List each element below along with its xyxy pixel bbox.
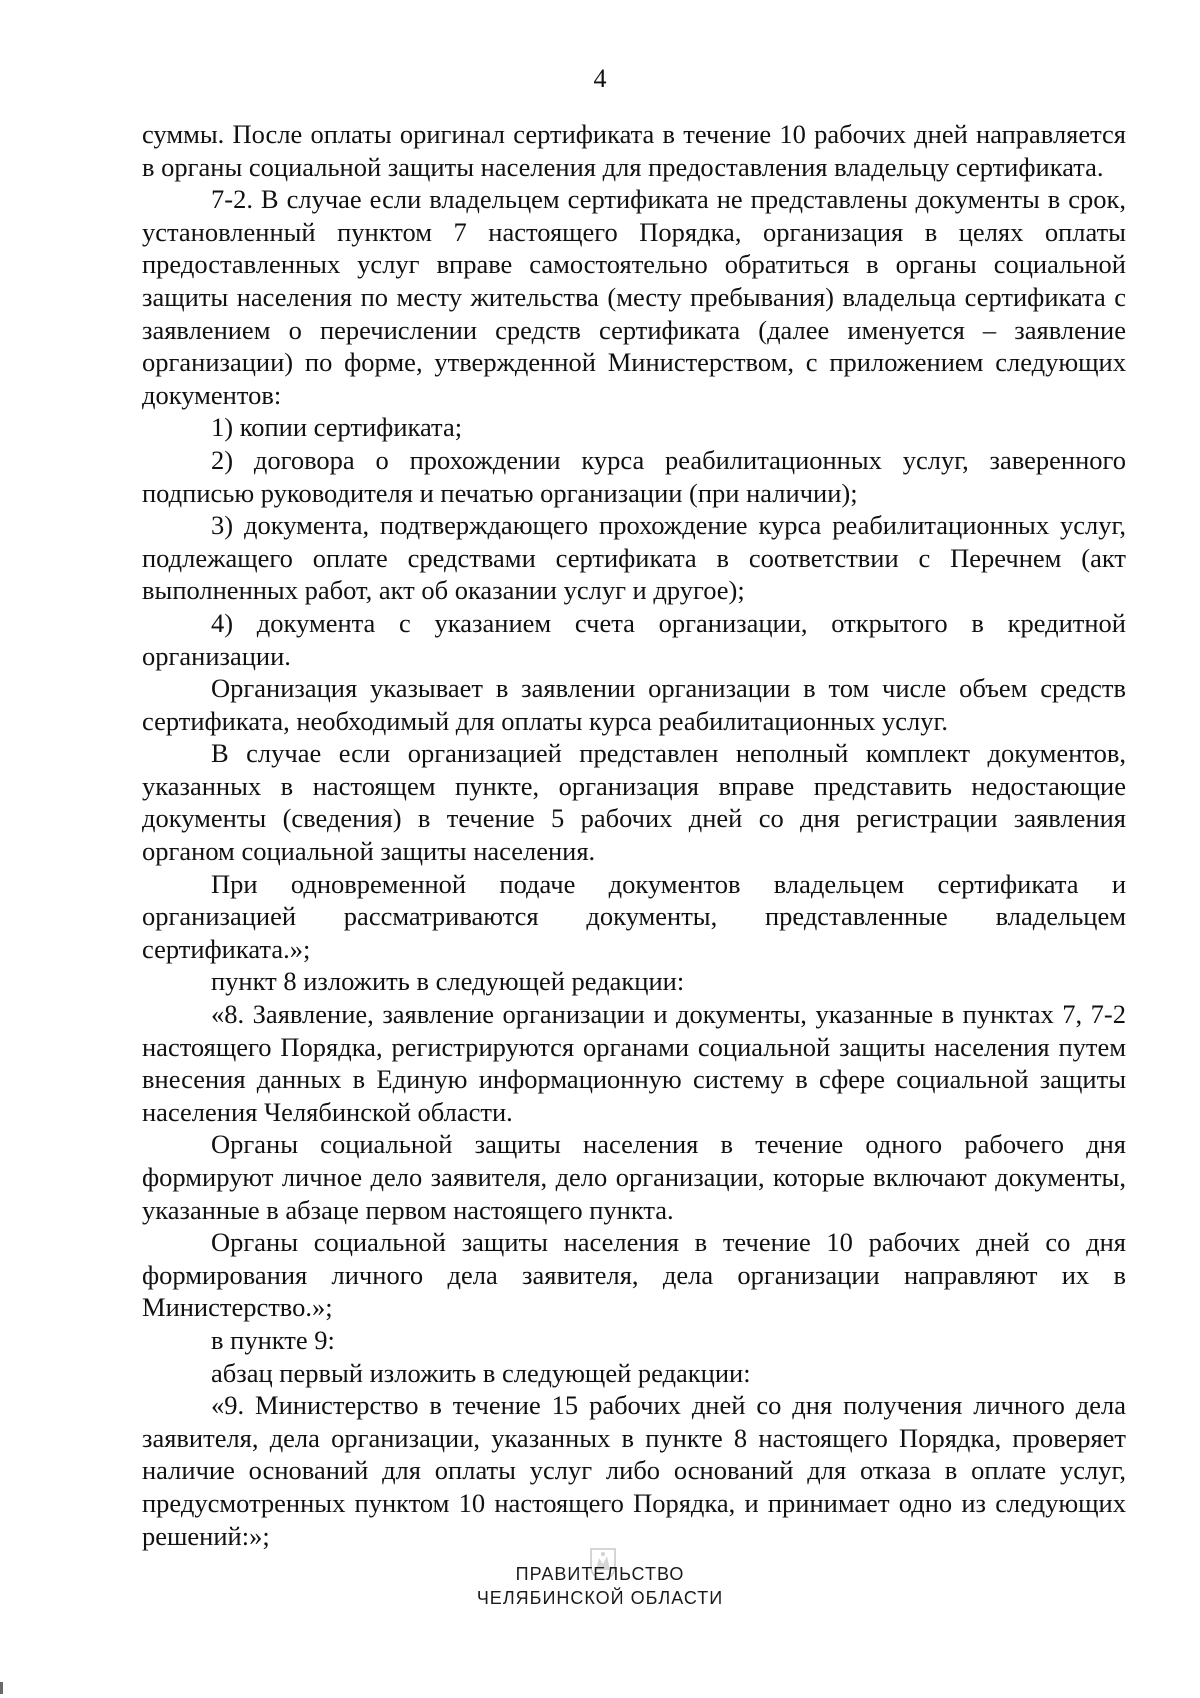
paragraph: 4) документа с указанием счета организации, открытого в кредитной организации. bbox=[142, 607, 1126, 671]
paragraph: Органы социальной защиты населения в течение одного рабочего дня формируют личное дело заявителя, дело организации, которые включают документы, указанные в абзаце первом настоящего пункта. bbox=[142, 1129, 1126, 1225]
paragraph: 7-2. В случае если владельцем сертификата не представлены документы в срок, установленный пунктом 7 настоящего Порядка, организация в целях оплаты предоставленных услуг вправе самостоятельно обратиться в органы социальной защиты населения по месту жительства (месту пребывания) владельца сертификата с заявлением о перечислении средств сертификата (далее именуется – заявление организации) по форме, утвержденной Министерством, с приложением следующих документов: bbox=[142, 184, 1126, 410]
document-body bbox=[142, 118, 1126, 1552]
paragraph: «9. Министерство в течение 15 рабочих дней со дня получения личного дела заявителя, дела организации, указанных в пункте 8 настоящего Порядка, проверяет наличие оснований для оплаты услуг либо оснований для отказа в оплате услуг, предусмотренных пунктом 10 настоящего Порядка, и принимает одно из следующих решений:»; bbox=[142, 1390, 1126, 1551]
paragraph: абзац первый изложить в следующей редакции: bbox=[211, 1357, 751, 1388]
paragraph: 2) договора о прохождении курса реабилитационных услуг, заверенного подписью руководителя и печатью организации (при наличии); bbox=[142, 444, 1126, 508]
paragraph: «8. Заявление, заявление организации и документы, указанные в пунктах 7, 7-2 настоящего Порядка, регистрируются органами социальной защиты населения путем внесения данных в Единую информационную систему в сфере социальной защиты населения Челябинской области. bbox=[142, 999, 1126, 1127]
paragraph: суммы. После оплаты оригинал сертификата в течение 10 рабочих дней направляется в органы социальной защиты населения для предоставления владельцу сертификата. bbox=[142, 119, 1126, 182]
paragraph: При одновременной подаче документов владельцем сертификата и организацией рассматриваются документы, представленные владельцем сертификата.»; bbox=[142, 868, 1126, 964]
paragraph: в пункте 9: bbox=[211, 1324, 335, 1355]
footer-line-1: ПРАВИТЕЛЬСТВО bbox=[515, 1564, 685, 1584]
paragraph: 1) копии сертификата; bbox=[211, 412, 463, 443]
scan-margin-mark bbox=[0, 1682, 3, 1694]
paragraph: В случае если организацией представлен неполный комплект документов, указанных в настоящем пункте, организация вправе представить недостающие документы (сведения) в течение 5 рабочих дней со дня регистрации заявления органом социальной защиты населения. bbox=[142, 738, 1126, 867]
paragraph: 3) документа, подтверждающего прохождение курса реабилитационных услуг, подлежащего оплате средствами сертификата в соответствии с Перечнем (акт выполненных работ, акт об оказании услуг и другое); bbox=[142, 510, 1126, 606]
paragraph: Организация указывает в заявлении организации в том числе объем средств сертификата, необходимый для оплаты курса реабилитационных услуг. bbox=[142, 673, 1126, 736]
footer-authority bbox=[0, 1562, 1200, 1610]
paragraph: Органы социальной защиты населения в течение 10 рабочих дней со дня формирования личного дела заявителя, дела организации направляют их в Министерство.»; bbox=[142, 1227, 1126, 1323]
page-number: 4 bbox=[593, 64, 607, 93]
footer-line-2: ЧЕЛЯБИНСКОЙ ОБЛАСТИ bbox=[476, 1588, 724, 1608]
paragraph: пункт 8 изложить в следующей редакции: bbox=[211, 966, 685, 997]
